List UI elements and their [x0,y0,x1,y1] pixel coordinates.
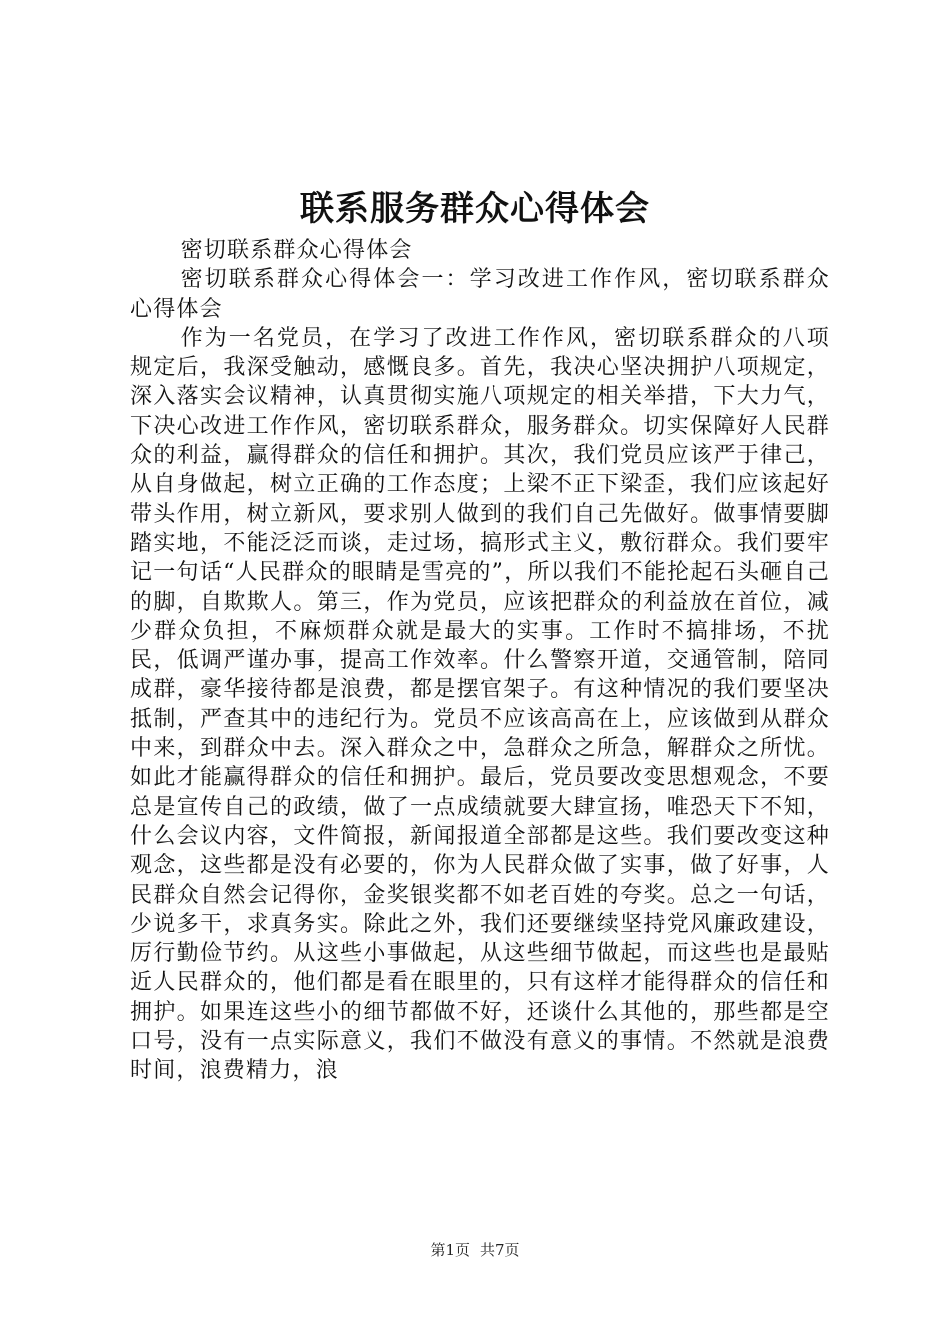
page-number: 第1页 [430,1241,470,1259]
subtitle-paragraph: 密切联系群众心得体会 [180,238,413,263]
document-body-clip [120,236,840,1182]
document-body [130,236,830,1086]
page-footer [0,1240,950,1260]
body-paragraph: 作为一名党员，在学习了改进工作作风，密切联系群众的八项规定后，我深受触动，感慨良多。首先，我决心坚决拥护八项规定，深入落实会议精神，认真贯彻实施八项规定的相关举措，下大力气，下决心改进工作作风，密切联系群众，服务群众。切实保障好人民群众的利益，赢得群众的信任和拥护。其次，我们党员应该严于律己，从自身做起，树立正确的工作态度；上梁不正下梁歪，我们应该起好带头作用，树立新风，要求别人做到的我们自己先做好。做事情要脚踏实地，不能泛泛而谈，走过场，搞形式主义，敷衍群众。我们要牢记一句话“人民群众的眼睛是雪亮的”，所以我们不能抡起石头砸自己的脚，自欺欺人。第三，作为党员，应该把群众的利益放在首位，减少群众负担，不麻烦群众就是最大的实事。工作时不搞排场，不扰民，低调严谨办事，提高工作效率。什么警察开道，交通管制，陪同成群，豪华接待都是浪费，都是摆官架子。有这种情况的我们要坚决抵制，严查其中的违纪行为。党员不应该高高在上，应该做到从群众中来，到群众中去。深入群众之中，急群众之所急，解群众之所忧。如此才能赢得群众的信任和拥护。最后，党员要改变思想观念，不要总是宣传自己的政绩，做了一点成绩就要大肆宣扬，唯恐天下不知，什么会议内容，文件简报，新闻报道全部都是这些。我们要改变这种观念，这些都是没有必要的，你为人民群众做了实事，做了好事，人民群众自然会记得你，金奖银奖都不如老百姓的夸奖。总之一句话，少说多干，求真务实。除此之外，我们还要继续坚持党风廉政建设，厉行勤俭节约。从这些小事做起，从这些细节做起，而这些也是最贴近人民群众的，他们都是看在眼里的，只有这样才能得群众的信任和拥护。如果连这些小的细节都做不好，还谈什么其他的，那些都是空口号，没有一点实际意义，我们不做没有意义的事情。不然就是浪费时间，浪费精力，浪 [130,325,830,1084]
page-total: 共7页 [480,1241,520,1259]
section-heading-paragraph: 密切联系群众心得体会一：学习改进工作作风，密切联系群众心得体会 [130,267,830,322]
document-title: 联系服务群众心得体会 [300,189,650,229]
